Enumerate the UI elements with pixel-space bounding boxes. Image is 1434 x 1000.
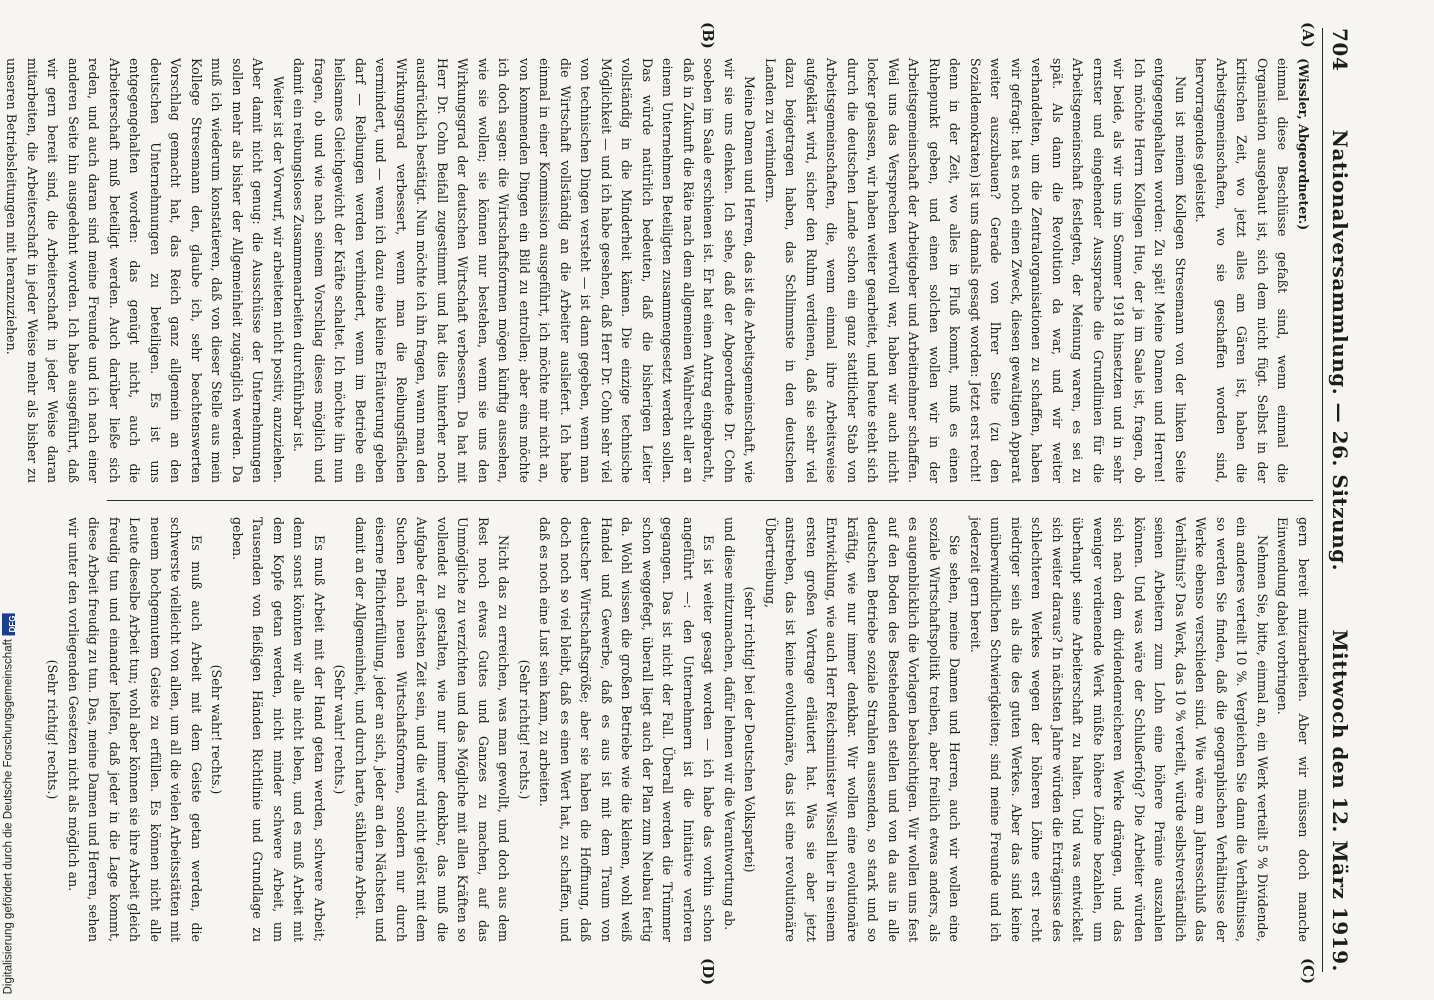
paragraph: und diese mitzumachen, dafür lehnen wir die Verantwortung ab. xyxy=(722,517,737,931)
speaker-label: (Wissler, Abgeordneter.) xyxy=(1296,58,1311,231)
dfg-logo: DFG xyxy=(2,613,15,635)
paragraph: Es ist weiter gesagt worden — ich habe das vorhin schon angeführt —: den Unternehmern ist die Initiative verloren gegangen. Das ist nicht der Fall. Überall werden die Trümmer schon weggefegt, überall liegt auch der Plan zum Neubau fertig da. Wohl wissen die großen Betriebe wie die kleinen, wohl weiß Handel und Gewerbe, daß es aus ist mit dem Traum von deutscher Wirtschaftsgröße; aber sie haben die Hoffnung, daß doch noch so viel bleibt, daß es einen Wert hat, zu schaffen, und daß es noch eine Lust sein kann, zu arbeiten. xyxy=(537,517,717,942)
margin-marker-d: (D) xyxy=(699,958,717,986)
column-divider xyxy=(107,500,1313,501)
digitization-credit xyxy=(2,613,15,994)
right-column xyxy=(45,517,1313,942)
interjection: (sehr richtig! bei der Deutschen Volkspartei) xyxy=(742,586,758,873)
page-number: 704 xyxy=(1328,28,1352,72)
interjection: (Sehr richtig! rechts.) xyxy=(45,659,61,800)
paragraph: Weiter ist der Vorwurf, wir arbeiteten nicht positiv, anzuziehen. Aber damit nicht genug: die Ausschüsse der Unternehmungen sollen mehr als bisher der Allgemeinheit zugänglich werden. Da muß ich wiederum konstatieren, daß von dieser Stelle aus mein Kollege Stresemann den, glaube ich, sehr beachtenswerten Vorschlag gemacht hat, das Reich ganz allgemein an den deutschen Unternehmungen zu beteiligen. Es ist uns entgegengehalten worden: das genügt nicht, auch die Arbeiterschaft muß beteiligt werden. Auch darüber ließe sich reden, und auch daran sind meine Freunde und ich nach einer anderen Seite hin ausgedehnt worden. Ich habe ausgeführt, daß wir gern bereit sind, die Arbeiterschaft in jeder Weise daran mitarbeiten, die Arbeiterschaft in jeder Weise mehr als bisher zu unseren Betriebsleitungen mit heranzuziehen. xyxy=(4,58,286,483)
paragraph: Es muß Arbeit mit der Hand getan werden, schwere Arbeit; denn sonst könnten wir alle nicht leben, und es muß Arbeit mit dem Kopfe getan werden, nicht minder schwere Arbeit, um Tausenden von fleißigen Händen Richtlinie und Grundlage zu geben. xyxy=(230,517,327,942)
margin-marker-c: (C) xyxy=(1299,958,1317,985)
paragraph: Nehmen Sie, bitte, einmal an, ein Werk verteilt 5 % Dividende, ein anderes verteilt 10 %. Vergleichen Sie dann die Verhältnisse, so werden Sie finden, daß die geographischen Verhältnisse der Werke ebenso verschieden sind. Wie wäre am Jahresschluß das Verhältnis? Das Werk, das 10 % verteilt, würde selbstverständlich seinen Arbeitern zum Lohn eine höhere Prämie auszahlen können. Und was wäre der Schlußerfolg? Die Arbeiter würden sich nach dem dividendenreicheren Werke drängen, und das weniger verdienende Werk müßte höhere Löhne bezahlen, um überhaupt seine Arbeiterschaft zu halten. Und was entwickelt sich weiter daraus? In nächsten Jahre würden die Erträgnisse des schlechteren Werkes wegen der höheren Löhne erst recht niedriger sein als die des guten Werkes. Aber das sind keine unüberwindlichen Schwierigkeiten; sind meine Freunde und ich jederzeit gern bereit. xyxy=(968,517,1270,942)
interjection: (Sehr wahr! rechts.) xyxy=(332,664,348,795)
paragraph: Sie sehen, meine Damen und Herren, auch wir wollen eine soziale Wirtschaftspolitik treiben, aber freilich etwas anders, als es augenblicklich die Vorlagen beabsichtigen. Wir wollen uns fest auf den Boden des Bestehenden stellen und von da aus in alle deutschen Betriebe soziale Strahlen aussenden, so stark und so kräftig, wie nur immer denkbar. Wir wollen eine evolutionäre Entwicklung, wie auch Herr Reichsminister Wissell hier in seinem ersten großen Vortrage erläutert hat. Was sie aber jetzt anstreben, das ist keine evolutionäre, das ist eine revolutionäre Übertreibung, xyxy=(763,517,963,942)
credit-text: Digitalisierung gefördert durch die Deutsche Forschungsgemeinschaft xyxy=(2,638,15,994)
paragraph: gern bereit mitzuarbeiten. Aber wir müssen doch manche Einwendung dabei vorbringen. xyxy=(1275,517,1311,942)
page-header xyxy=(1322,28,1357,972)
interjection: (Sehr wahr! rechts.) xyxy=(209,664,225,795)
page-title: Nationalversammlung. — 26. Sitzung. xyxy=(1328,129,1352,572)
interjection: (Sehr richtig! rechts.) xyxy=(517,659,532,800)
margin-marker-a: (A) xyxy=(1299,22,1317,48)
paragraph: einmal diese Beschlüsse gefaßt sind, wenn einmal die Organisation ausgebaut ist, sich dem nicht fügt. Selbst in der kritischen Zeit, wo jetzt alles am Gären ist, haben die Arbeitsgemeinschaften, wo sie geschaffen worden sind, hervorragendes geleistet. xyxy=(1193,58,1291,483)
left-column xyxy=(4,58,1313,483)
paragraph: Es muß auch Arbeit mit dem Geiste getan werden, die schwerste vielleicht von allen, um all die vielen Arbeitsstätten mit neuem hochgemutem Geiste zu erfüllen. Es können nicht alle Leute dieselbe Arbeit tun; wohl aber können sie ihre Arbeit gleich freudig tun und einander helfen, daß jeder in die Lage kommt, diese Arbeit freudig zu tun. Das, meine Damen und Herren, sehen wir unter den vorliegenden Gesetzen nicht als möglich an. xyxy=(66,517,204,942)
paragraph: Nicht das zu erreichen, was man gewollt, und doch aus dem Rest noch etwas Gutes und Ganzes zu machen, auf das Unmögliche zu verzichten und das Mögliche mit allen Kräften so vollendet zu gestalten, wie nur immer denkbar, das muß die Aufgabe der nächsten Zeit sein, und die wird nicht gelöst mit dem Suchen nach neuen Wirtschaftsformen, sondern nur durch eiserne Pflichterfüllung, jeder an sich, jeder an den Nächsten und damit an der Allgemeinheit, und durch harte, stählerne Arbeit. xyxy=(353,517,512,942)
paragraph: Nun ist meinem Kollegen Stresemann von der linken Seite entgegengehalten worden: Zu spät! Meine Damen und Herren! Ich möchte Herrn Kollegen Hue, der ja im Saale ist, fragen, ob wir beide, als wir uns im Sommer 1918 hinsetzten und in sehr ernster und eingehender Aussprache die Grundlinien für die Arbeitsgemeinschaft festlegten, der Meinung waren, es sei zu spät. Als dann die Revolution da war, und wir weiter verhandelten, um die Zentralorganisationen zu schaffen, haben wir gefragt: hat es noch einen Zweck, diesen gewaltigen Apparat weiter auszubauen? Gerade von Ihrer Seite (zu den Sozialdemokraten) ist uns damals gesagt worden: Jetzt erst recht! denn in der Zeit, wo alles in Fluß kommt, muß es einen Ruhepunkt geben, und einen solchen wollen wir in der Arbeitsgemeinschaft der Arbeitgeber und Arbeitnehmer schaffen. Weil uns das Versprechen wertvoll war, haben wir auch nicht locker gelassen, wir haben weiter gearbeitet, und heute steht sich durch die deutschen Lande schon ein ganz stattlicher Stab von Arbeitsgemeinschaften, die, wenn einmal ihre Arbeitsweise aufgeklärt wird, sicher den Ruhm verdienen, daß sie sehr viel dazu beigetragen haben, das Schlimmste in den deutschen Landen zu verhindern. xyxy=(763,58,1188,483)
paragraph: Meine Damen und Herren, das ist die Arbeitsgemeinschaft, wie wir sie uns denken. Ich sehe, daß der Abgeordnete Dr. Cohn soeben im Saale erschienen ist. Er hat einen Antrag eingebracht, daß in Zukunft die Räte nach dem allgemeinen Wahlrecht aller an einem Unternehmen Beteiligten zusammengesetzt werden sollen. Das würde natürlich bedeuten, daß die bisherigen Leiter vollständig in die Minderheit kämen. Die einzige technische Möglichkeit — und ich habe gesehen, daß Herr Dr. Cohn sehr viel von technischen Dingen versteht — ist dann gegeben, wenn man die Wirtschaft vollständig an die Arbeiter ausliefert. Ich habe einmal in einer Kommission ausgeführt, ich möchte mir nicht an, von kommenden Dingen ein Bild zu entrollen; aber eins möchte ich doch sagen: die Wirtschaftsformen mögen künftig aussehen, wie sie wollen; sie können nur bestehen, wenn sie uns den Wirkungsgrad der deutschen Wirtschaft verbessern. Da hat mit Herr Dr. Cohn Beifall zugestimmt und hat dies hinterher noch ausdrücklich bestätigt. Nun möchte ich ihn fragen, wann man den Wirkungsgrad verbessert, wenn man die Reibungsflächen vermindert, und — wenn ich dazu eine kleine Erläuterung geben darf — Reibungen werden verhindert, wenn im Betriebe ein heilsames Gleichgewicht der Kräfte schaltet. Ich möchte ihn nun fragen, ob und wie nach seinem Vorschlag dieses möglich und damit ein reibungsloses Zusammenarbeiten durchführbar ist. xyxy=(291,58,758,483)
page-date: Mittwoch den 12. März 1919. xyxy=(1328,629,1352,972)
margin-marker-b: (B) xyxy=(699,22,717,49)
